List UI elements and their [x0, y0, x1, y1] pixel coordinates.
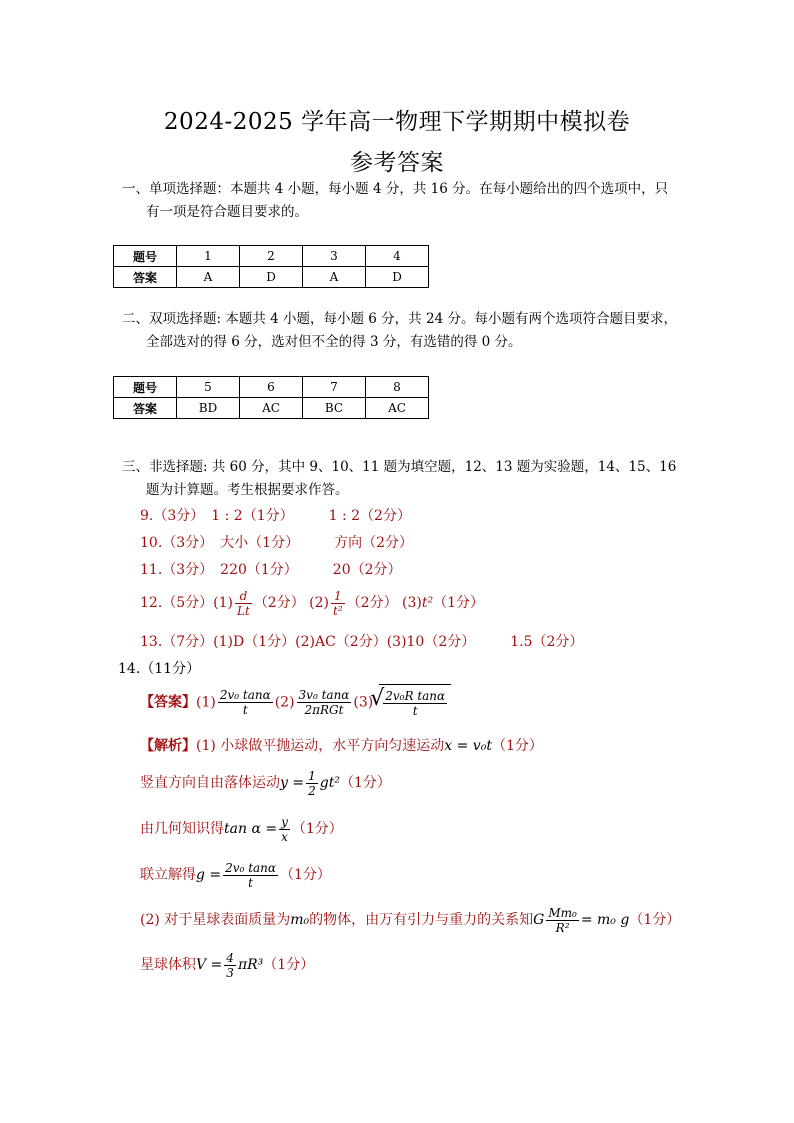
sqrt-expression — [379, 684, 451, 721]
equation: m₀ — [290, 912, 310, 928]
table-cell: 5 — [177, 377, 240, 398]
table-row — [114, 398, 429, 419]
analysis-text: 的物体，由万有引力与重力的关系知 — [309, 912, 534, 928]
score: （1分） — [629, 912, 681, 928]
q12-fraction-2 — [331, 589, 345, 618]
equation: G — [533, 912, 545, 928]
section1-instructions — [122, 178, 678, 224]
q12-mid-2: （2分） (3) — [346, 595, 422, 611]
section2-text: 二、双项选择题: 本题共 4 小题，每小题 6 分，共 24 分。每小题有两个选项符合题目要求，全部选对的得 6 分，选对但不全的得 3 分，有选错的得 0 分。 — [122, 311, 677, 350]
table-header-label: 题号 — [114, 377, 177, 398]
equation-fraction — [306, 769, 318, 798]
equation: y = — [280, 775, 305, 791]
analysis-label: 【解析】 — [140, 738, 196, 754]
table-answer-label: 答案 — [114, 267, 177, 288]
score: （1分） — [263, 957, 315, 973]
answer-part-1: (1) — [196, 694, 216, 711]
q12-fraction-1 — [235, 589, 252, 618]
analysis-text: (2) 对于星球表面质量为 — [140, 912, 291, 928]
score: （1分） — [491, 738, 543, 754]
analysis-line-5 — [140, 902, 680, 938]
analysis-text: 星球体积 — [140, 957, 196, 973]
fraction-denominator: t² — [333, 603, 343, 618]
score: （1分） — [280, 867, 331, 883]
table-cell: 6 — [240, 377, 303, 398]
table-row — [114, 267, 429, 288]
score: （1分） — [339, 775, 391, 791]
answer-q13: 13.（7分）(1)D（1分）(2)AC（2分）(3)10（2分） 1.5（2分） — [140, 634, 584, 650]
table-cell: 1 — [177, 246, 240, 267]
table-answer-label: 答案 — [114, 398, 177, 419]
analysis-text: 竖直方向自由落体运动 — [140, 775, 280, 791]
table-cell: 3 — [303, 246, 366, 267]
table-cell: 7 — [303, 377, 366, 398]
score: （1分） — [291, 821, 343, 837]
equation-fraction — [279, 815, 290, 844]
analysis-text: 联立解得 — [140, 867, 196, 883]
fraction-numerator: y — [281, 814, 288, 829]
answer-part-3: (3) — [353, 694, 374, 711]
section3-instructions — [122, 456, 678, 502]
equation: x = v₀t — [444, 738, 492, 754]
answer-q12 — [140, 586, 484, 620]
fraction-numerator: 3v₀ tanα — [298, 688, 350, 702]
table-cell: D — [366, 267, 429, 288]
q12-mid-1: （2分） (2) — [253, 595, 330, 611]
table-row — [114, 246, 429, 267]
equation-fraction — [223, 861, 278, 890]
fraction-numerator: Mm₀ — [548, 905, 577, 920]
table-header-label: 题号 — [114, 246, 177, 267]
q12-prefix: 12.（5分）(1) — [140, 595, 234, 611]
analysis-line-1 — [140, 735, 543, 755]
section1-text: 一、单项选择题：本题共 4 小题，每小题 4 分，共 16 分。在每小题给出的四个选项中，只有一项是符合题目要求的。 — [122, 181, 669, 220]
answer-fraction-1 — [218, 688, 273, 717]
section2-instructions — [122, 308, 678, 354]
table-cell: 4 — [366, 246, 429, 267]
equation: = m₀ g — [580, 912, 630, 928]
analysis-line-4 — [140, 857, 331, 893]
answer-q10: 10.（3分） 大小（1分） 方向（2分） — [140, 535, 413, 551]
answer-part-2: (2) — [274, 694, 295, 711]
fraction-denominator: t — [242, 703, 248, 717]
table-cell: 8 — [366, 377, 429, 398]
fraction-numerator: √ 2v₀R tanα — [385, 688, 446, 703]
fraction-denominator: 2 — [308, 783, 316, 798]
fraction-denominator: x — [281, 829, 288, 844]
equation: πR³ — [237, 957, 264, 973]
page-title: 2024-2025 学年高一物理下学期期中模拟卷 — [163, 109, 631, 135]
analysis-line-3 — [140, 811, 343, 847]
q14-heading: 14.（11分） — [118, 661, 201, 677]
fraction-numerator: d — [235, 589, 252, 604]
fraction-denominator: 2πRGt — [304, 703, 344, 717]
fraction-denominator: Lt — [237, 603, 250, 618]
equation: tan α = — [224, 821, 278, 837]
analysis-text: (1) 小球做平抛运动，水平方向匀速运动 — [196, 738, 445, 754]
fraction-denominator: 3 — [226, 965, 234, 980]
fraction-numerator: 2v₀ tanα — [225, 860, 277, 875]
equation-fraction — [546, 906, 578, 935]
analysis-line-6 — [140, 947, 314, 983]
q12-expression: t² — [421, 595, 434, 611]
answer-fraction-2 — [297, 688, 352, 717]
answer-q9: 9.（3分） 1 : 2（1分） 1 : 2（2分） — [140, 508, 411, 524]
q14-answer-line — [140, 684, 451, 721]
table-cell: AC — [366, 398, 429, 419]
answer-q11: 11.（3分） 220（1分） 20（2分） — [140, 562, 402, 578]
section2-answer-table — [113, 376, 429, 419]
table-row — [114, 377, 429, 398]
equation: V = — [196, 957, 223, 973]
fraction-numerator: 1 — [308, 768, 316, 783]
answer-fraction-3 — [383, 689, 447, 718]
fraction-numerator: 1 — [331, 589, 345, 604]
table-cell: 2 — [240, 246, 303, 267]
fraction-numerator: 2v₀ tanα — [219, 688, 271, 702]
analysis-text: 由几何知识得 — [140, 821, 224, 837]
section1-answer-table — [113, 245, 429, 288]
q12-end: （1分） — [433, 595, 485, 611]
analysis-line-2 — [140, 765, 391, 801]
page-subtitle: 参考答案 — [350, 150, 444, 176]
equation: g = — [196, 867, 222, 883]
fraction-denominator: t — [412, 703, 418, 718]
table-cell: BC — [303, 398, 366, 419]
answer-label: 【答案】 — [140, 694, 196, 711]
fraction-denominator: t — [248, 875, 253, 890]
section3-text: 三、非选择题: 共 60 分，其中 9、10、11 题为填空题，12、13 题为实验题，14、15、16 题为计算题。考生根据要求作答。 — [122, 459, 677, 498]
table-cell: A — [177, 267, 240, 288]
table-cell: D — [240, 267, 303, 288]
table-cell: AC — [240, 398, 303, 419]
fraction-denominator: R² — [555, 920, 570, 935]
equation: gt² — [319, 775, 340, 791]
fraction-numerator: 4 — [226, 950, 234, 965]
table-cell: A — [303, 267, 366, 288]
equation-fraction — [224, 951, 236, 980]
table-cell: BD — [177, 398, 240, 419]
